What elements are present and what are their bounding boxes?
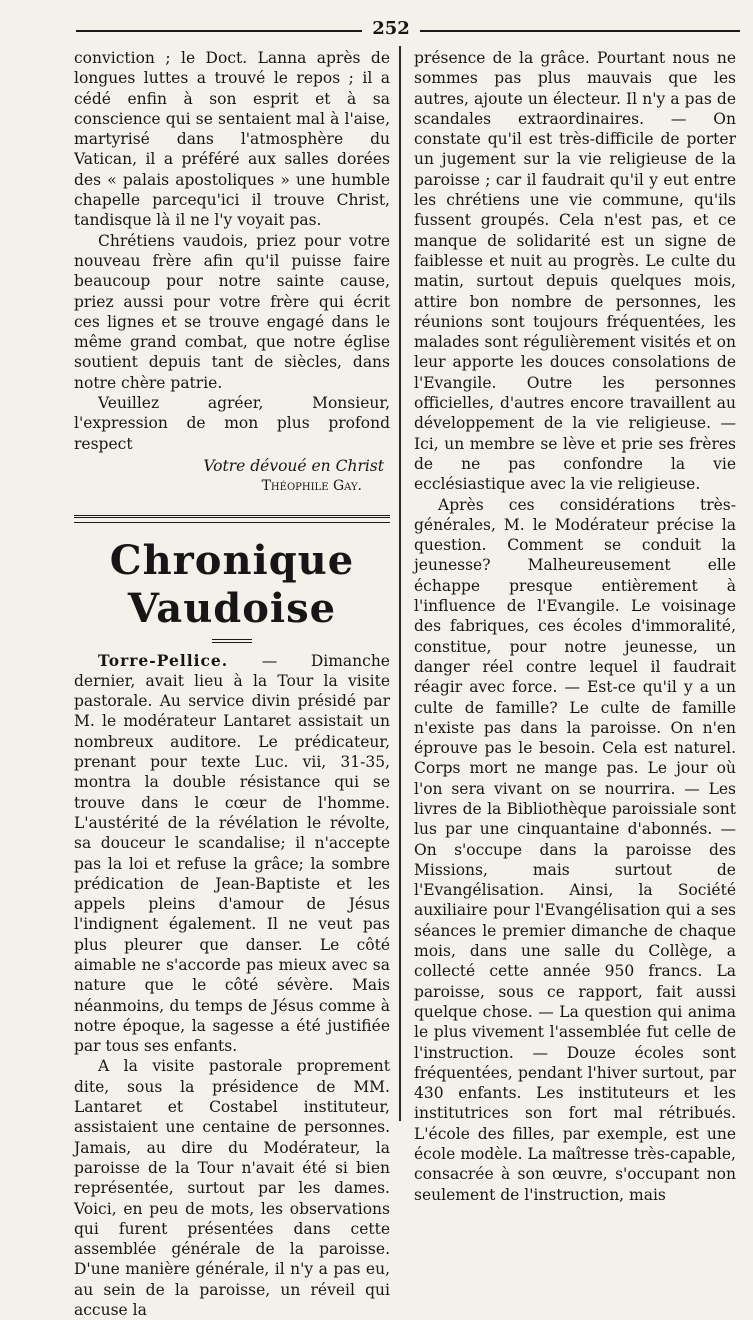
paragraph-closing: Veuillez agréer, Monsieur, l'expression de mon plus profond respect <box>74 394 390 453</box>
paragraph-visite: A la visite pastorale proprement dite, sous la présidence de MM. Lantaret et Costabel instituteur, assistaient une centaine de personnes. Jamais, au dire du Modérateur, la paroisse de la Tour n'avait été si bien représentée, surtout par les dames. Voici, en peu de mots, les observations qui furent présentées dans cette assemblée générale de la paroisse. D'une manière générale, il n'y a pas eu, au sein de la paroisse, un réveil qui accuse la <box>74 1057 390 1320</box>
header-rule-left <box>76 30 362 32</box>
paragraph-moderator: Après ces considérations très-générales, M. le Modérateur précise la question. Comment se conduit la jeunesse? Malheureusement elle échappe presque entièrement à l'influence de l'Evangile. Le voisinage des fabriques, ces écoles d'immoralité, constitue, pour notre jeunesse, un danger réel contre lequel il faudrait réagir avec force. — Est-ce qu'il y a un culte de famille? Le culte de famille n'existe pas dans la paroisse. On n'en éprouve pas le besoin. Cela est naturel. Corps mort ne mange pas. Le jour où l'on sera vivant on se nourrira. — Les livres de la Bibliothèque paroissiale sont lus par une cinquantaine d'abonnés. — On s'occupe dans la paroisse des Missions, mais surtout de l'Evangélisation. Ainsi, la Société auxiliaire pour l'Evangélisation qui a ses séances le premier dimanche de chaque mois, dans une salle du Collège, a collecté cette année 950 francs. La paroisse, sous ce rapport, fait aussi quelque chose. — La question qui anima le plus vivement l'assemblée fut celle de l'instruction. — Douze écoles sont fréquentées, pendant l'hiver surtout, par 430 enfants. Les instituteurs et les institutrices son fort mal rétribués. L'école des filles, par exemple, est une école modèle. La maîtresse très-capable, consacrée à son œuvre, s'occupant non seulement de l'instruction, mais <box>414 495 736 1204</box>
right-column <box>414 48 736 1205</box>
section-divider <box>74 515 390 523</box>
paragraph-assembly: présence de la grâce. Pourtant nous ne sommes pas plus mauvais que les autres, ajoute un électeur. Il n'y a pas de scandales extraordinaires. — On constate qu'il est très-difficile de porter un jugement sur la vie religieuse de la paroisse ; car il faudrait qu'il y eut entre les chrétiens une vie commune, qu'ils fussent groupés. Cela n'est pas, et ce manque de solidarité est un signe de faiblesse et nuit au progrès. Le culte du matin, surtout depuis quelques mois, attire bon nombre de personnes, les réunions sont toujours fréquentées, les malades sont régulièrement visités et on leur apporte les douces consolations de l'Evangile. Outre les personnes officielles, d'autres encore travaillent au développement de la vie religieuse. — Ici, un membre se lève et prie ses frères de ne pas confondre la vie ecclésiastique avec la vie religieuse. <box>414 49 736 494</box>
paragraph-torre-pellice-text: — Dimanche dernier, avait lieu à la Tour la visite pastorale. Au service divin présidé par M. le modérateur Lantaret assistait un nombreux auditore. Le prédicateur, prenant pour texte Luc. vii, 31-35, montra la double résistance qui se trouve dans le cœur de l'homme. L'austérité de la révélation le révolte, sa douceur le scandalise; il n'accepte pas la loi et refuse la grâce; la sombre prédication de Jean-Baptiste et les appels pleins d'amour de Jésus l'indignent également. Il ne veut pas plus pleurer que danser. Le côté aimable ne s'accorde pas mieux avec sa nature que le côté sévère. Mais néanmoins, du temps de Jésus comme à notre époque, la sagesse a été justifiée par tous ses enfants. <box>74 651 390 1056</box>
paragraph-torre-pellice <box>74 651 390 1057</box>
paragraph-prayer: Chrétiens vaudois, priez pour votre nouveau frère afin qu'il puisse faire beaucoup pour notre sainte cause, priez aussi pour votre frère qui écrit ces lignes et se trouve engagé dans le même grand combat, que notre église soutient depuis tant de siècles, dans notre chère patrie. <box>74 231 390 392</box>
paragraph-letter-end: conviction ; le Doct. Lanna après de longues luttes a trouvé le repos ; il a cédé enfin à son esprit et à sa conscience qui se sentaient mal à l'aise, martyrisé dans l'atmosphère du Vatican, il a préféré aux salles dorées des « palais apostoliques » une humble chapelle parcequ'ici il trouve Christ, tandisque là il ne l'y voyait pas. <box>74 49 390 230</box>
place-heading: Torre-Pellice. <box>98 650 229 670</box>
signature-line: Votre dévoué en Christ <box>203 456 384 475</box>
signature-name: Théophile Gay. <box>261 478 362 495</box>
section-title: Chronique Vaudoise <box>109 536 355 632</box>
left-column <box>74 48 390 1320</box>
title-underline <box>212 639 252 643</box>
column-divider <box>399 46 401 1121</box>
page-number: 252 <box>372 18 410 39</box>
header-rule-right <box>420 30 740 32</box>
